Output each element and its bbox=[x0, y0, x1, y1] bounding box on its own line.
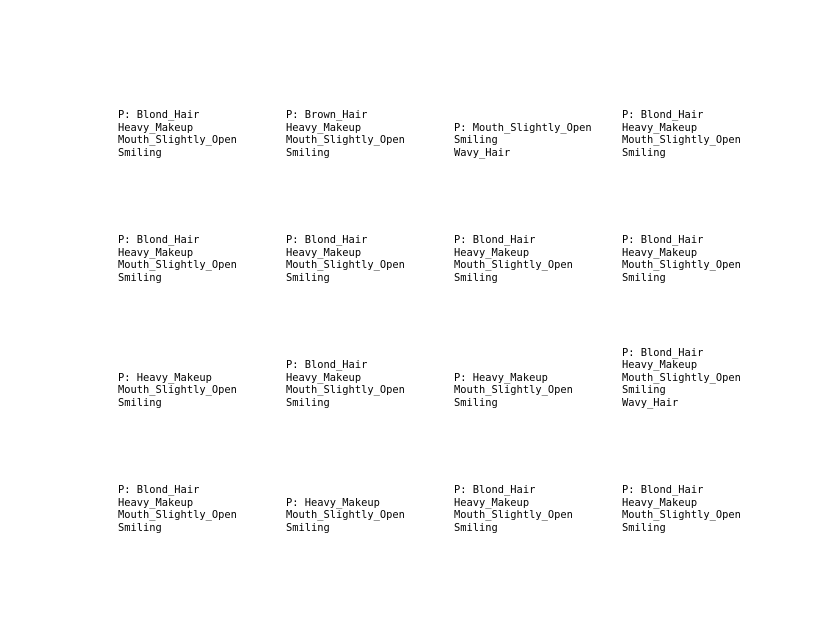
prediction-label: P: Blond_Hair Heavy_Makeup Mouth_Slightly_Open Smiling Wavy_Hair bbox=[622, 346, 741, 409]
prediction-label: P: Blond_Hair Heavy_Makeup Mouth_Slightly_Open Smiling bbox=[118, 234, 237, 284]
grid-cell bbox=[453, 60, 621, 185]
prediction-label: P: Brown_Hair Heavy_Makeup Mouth_Slightly_Open Smiling bbox=[286, 109, 405, 159]
grid-cell bbox=[621, 435, 789, 560]
prediction-label: P: Blond_Hair Heavy_Makeup Mouth_Slightly_Open Smiling bbox=[622, 109, 741, 159]
prediction-label: P: Heavy_Makeup Mouth_Slightly_Open Smiling bbox=[454, 371, 573, 409]
grid-cell bbox=[117, 310, 285, 435]
grid-cell bbox=[285, 435, 453, 560]
grid-cell bbox=[285, 185, 453, 310]
grid-cell bbox=[117, 435, 285, 560]
grid-cell bbox=[621, 310, 789, 435]
prediction-label: P: Blond_Hair Heavy_Makeup Mouth_Slightly_Open Smiling bbox=[286, 234, 405, 284]
prediction-label: P: Heavy_Makeup Mouth_Slightly_Open Smiling bbox=[118, 371, 237, 409]
prediction-label: P: Blond_Hair Heavy_Makeup Mouth_Slightly_Open Smiling bbox=[622, 484, 741, 534]
prediction-label: P: Blond_Hair Heavy_Makeup Mouth_Slightly_Open Smiling bbox=[454, 484, 573, 534]
grid-cell bbox=[453, 185, 621, 310]
grid-cell bbox=[285, 310, 453, 435]
prediction-grid bbox=[117, 60, 789, 560]
prediction-label: P: Heavy_Makeup Mouth_Slightly_Open Smiling bbox=[286, 496, 405, 534]
prediction-label: P: Blond_Hair Heavy_Makeup Mouth_Slightly_Open Smiling bbox=[454, 234, 573, 284]
prediction-label: P: Blond_Hair Heavy_Makeup Mouth_Slightly_Open Smiling bbox=[286, 359, 405, 409]
prediction-label: P: Mouth_Slightly_Open Smiling Wavy_Hair bbox=[454, 121, 592, 159]
grid-cell bbox=[453, 435, 621, 560]
grid-cell bbox=[117, 185, 285, 310]
grid-cell bbox=[117, 60, 285, 185]
prediction-label: P: Blond_Hair Heavy_Makeup Mouth_Slightly_Open Smiling bbox=[622, 234, 741, 284]
prediction-label: P: Blond_Hair Heavy_Makeup Mouth_Slightly_Open Smiling bbox=[118, 484, 237, 534]
grid-cell bbox=[285, 60, 453, 185]
prediction-label: P: Blond_Hair Heavy_Makeup Mouth_Slightly_Open Smiling bbox=[118, 109, 237, 159]
grid-cell bbox=[621, 60, 789, 185]
grid-cell bbox=[621, 185, 789, 310]
grid-cell bbox=[453, 310, 621, 435]
